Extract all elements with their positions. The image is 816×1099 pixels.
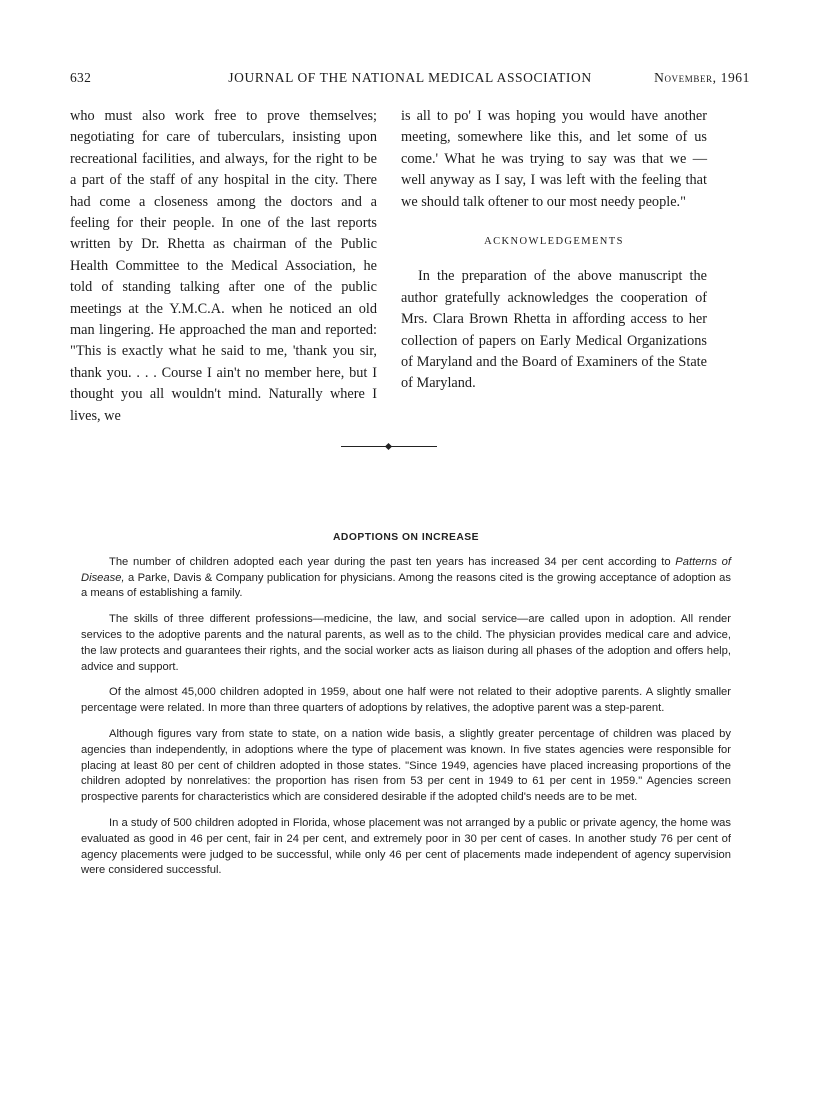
p1-text-start: The number of children adopted each year during the past ten years has increased 34 per cent according to: [109, 555, 676, 568]
article-paragraph-5: In a study of 500 children adopted in Florida, whose placement was not arranged by a public or private agency, the home was evaluated as good in 46 per cent, fair in 24 per cent, and extremely poor in 30 per cent of cases. In another study 76 per cent of agency placements were judged to be successful, while only 46 per cent of placements made independent of agency supervision were considered successful.: [81, 816, 731, 877]
left-column-text: who must also work free to prove themselves; negotiating for care of tuberculars, insisting upon recreational facilities, and always, for the right to be a part of the staff of any hospital in the city. There had come a closeness among the doctors and a feeling for their people. In one of the last reports written by Dr. Rhetta as chairman of the Public Health Committee to the Medical Association, he told of standing talking after one of the public meetings at the Y.M.C.A. when he noticed an old man lingering. He approached the man and reported: "This is exactly what he said to me, 'thank you sir, thank you. . . . Course I ain't no member here, but I thought you all wouldn't mind. Naturally where I lives, we: [70, 108, 377, 424]
article-paragraph-1: [81, 555, 731, 602]
page-number: 632: [70, 70, 92, 85]
acknowledgements-text: In the preparation of the above manuscript the author gratefully acknowledges the cooperation of Mrs. Clara Brown Rhetta in affording access to her collection of papers on Early Medical Organizations of Maryland and the Board of Examiners of the State of Maryland.: [401, 268, 707, 392]
article-paragraph-2: The skills of three different professions—medicine, the law, and social service—are called upon in adoption. All render services to the adoptive parents and the natural parents, as well as to the child. The physician provides medical care and advice, the law protects and guarantees their rights, and the social worker acts as liaison during all phases of the adoption and offers help, advice and support.: [81, 613, 731, 673]
journal-title: JOURNAL OF THE NATIONAL MEDICAL ASSOCIATION: [228, 70, 592, 85]
divider-ornament: [385, 443, 392, 450]
issue-date: November, 1961: [654, 70, 750, 85]
article-title: ADOPTIONS ON INCREASE: [332, 532, 480, 543]
acknowledgements-heading: ACKNOWLEDGEMENTS: [484, 236, 624, 248]
right-column-text: is all to po' I was hoping you would have another meeting, somewhere like this, and let some of us come.' What he was trying to say was that we — well anyway as I say, I was left with the feeling that we should talk oftener to our most needy people.": [401, 108, 707, 210]
p1-text-end: a Parke, Davis & Company publication for physicians. Among the reasons cited is the growing acceptance of adoption as a means of establishing a family.: [81, 571, 731, 600]
publication-title: Patterns of Disease,: [81, 555, 731, 584]
article-paragraph-4: Although figures vary from state to state, on a nation wide basis, a slightly greater percentage of children was placed by agencies than independently, in adoptions where the type of placement was known. In five states agencies were responsible for placing at least 80 per cent of children adopted in those states. "Since 1949, agencies have placed increasing proportions of the children adopted by nonrelatives: the proportion has risen from 53 per cent in 1949 to 61 per cent in 1959." Agencies screen prospective parents for characteristics which are considered desirable if the adopted child's needs are to be met.: [81, 727, 731, 804]
right-column: [401, 106, 707, 395]
article-paragraph-3: Of the almost 45,000 children adopted in 1959, about one half were not related to their adoptive parents. A slightly smaller percentage were related. In more than three quarters of adoptions by relatives, the adoptive parent was a step-parent.: [81, 686, 731, 715]
left-column: [70, 106, 377, 427]
adoptions-article: [81, 530, 731, 889]
running-header: [70, 70, 750, 88]
